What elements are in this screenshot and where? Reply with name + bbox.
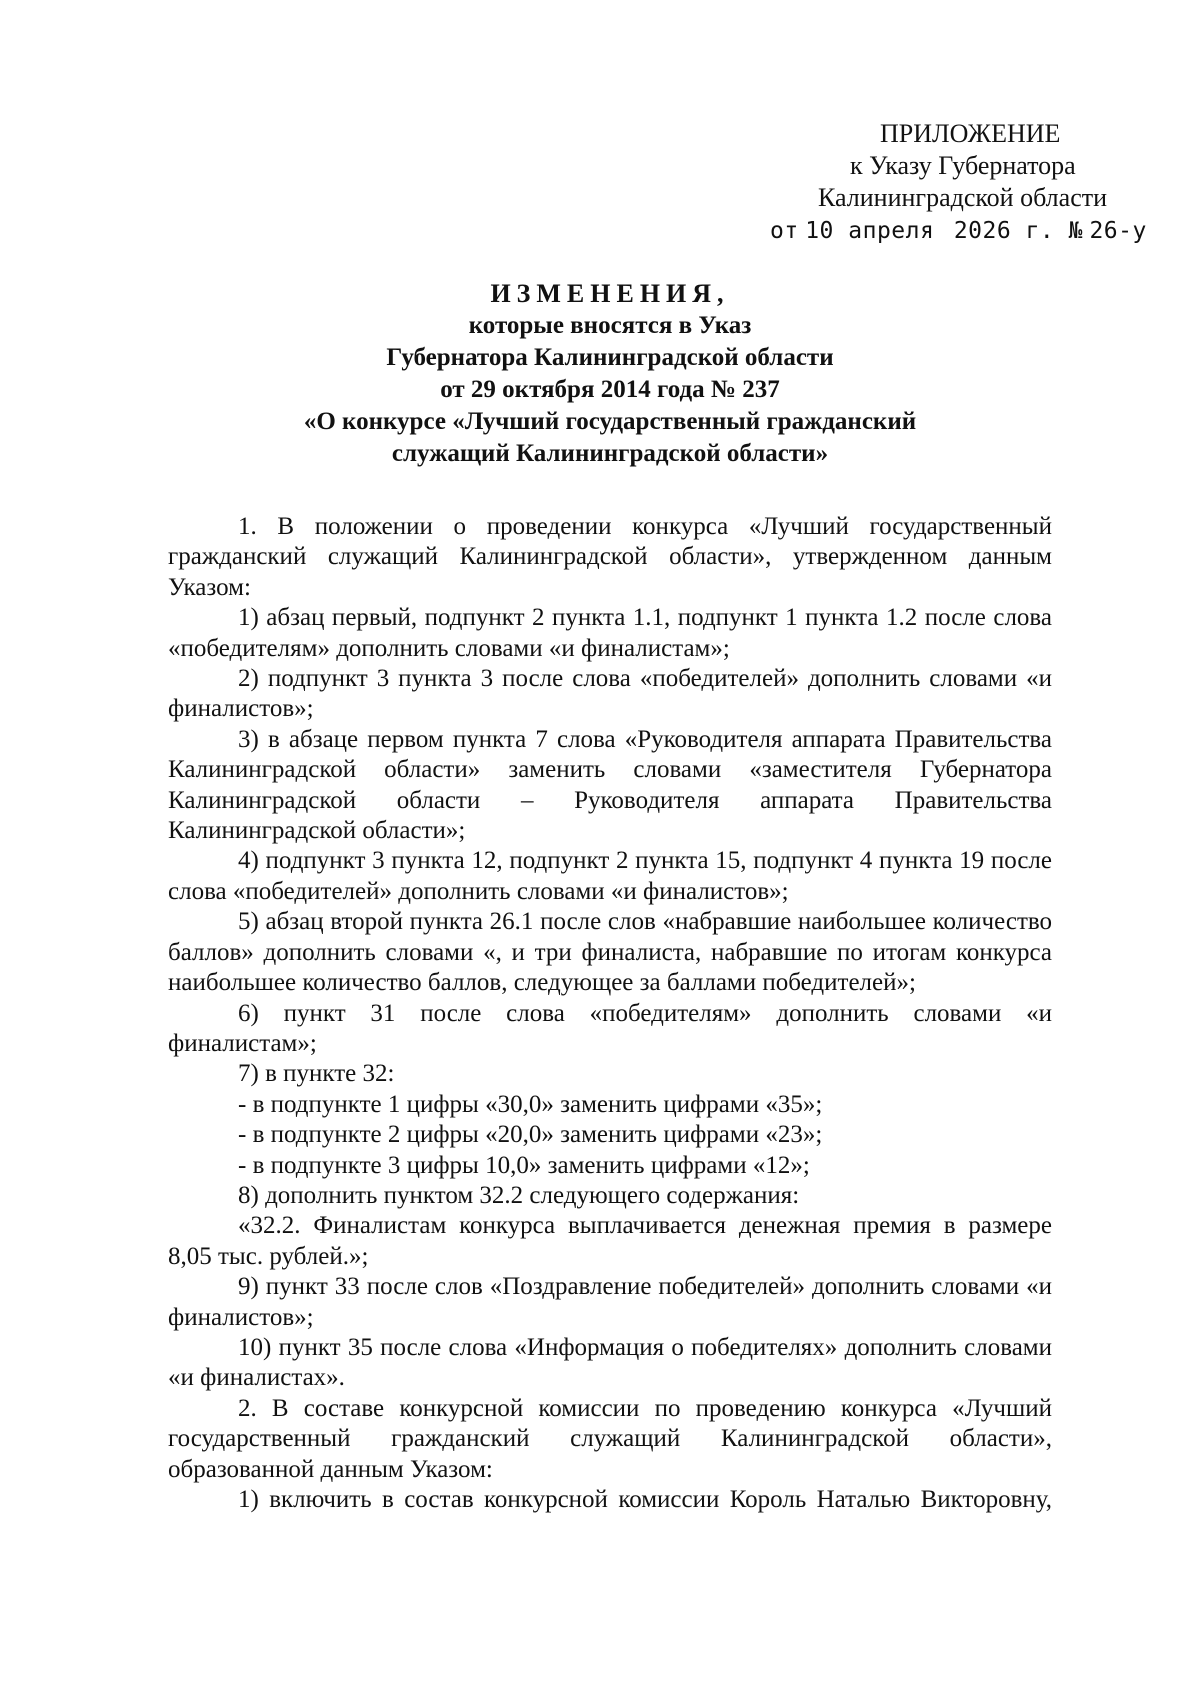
paragraph-1-7-b: - в подпункте 2 цифры «20,0» заменить цифрами «23»; — [238, 1121, 823, 1149]
heading-line-2: Губернатора Калининградской области — [386, 344, 834, 371]
heading-line-5: служащий Калининградской области» — [391, 440, 829, 467]
decree-number: 26-у — [1089, 218, 1147, 244]
heading-line-1: которые вносятся в Указ — [468, 312, 752, 339]
appendix-date-line — [770, 214, 1147, 247]
document-body — [168, 512, 1052, 1515]
paragraph-1-2: 2) подпункт 3 пункта 3 после слова «победителей» дополнить словами «и финалистов»; — [168, 665, 1052, 723]
paragraph-1-4: 4) подпункт 3 пункта 12, подпункт 2 пункта 15, подпункт 4 пункта 19 после слова «победителей» дополнить словами «и финалистов»; — [168, 847, 1052, 905]
paragraph-1-3: 3) в абзаце первом пункта 7 слова «Руководителя аппарата Правительства Калининградской области» заменить словами «заместителя Губернатора Калининградской области – Руководителя аппарата Правительства Калининградской области»; — [168, 725, 1052, 845]
paragraph-1-6: 6) пункт 31 после слова «победителям» дополнить словами «и финалистам»; — [168, 999, 1052, 1057]
date-value: 10 апреля — [805, 218, 935, 244]
paragraph-1: 1. В положении о проведении конкурса «Лучший государственный гражданский служащий Калининградской области», утвержденном данным Указом: — [168, 513, 1052, 601]
paragraph-1-8: 8) дополнить пунктом 32.2 следующего содержания: — [238, 1181, 800, 1209]
paragraph-1-7-a: - в подпункте 1 цифры «30,0» заменить цифрами «35»; — [238, 1090, 823, 1118]
paragraph-1-8-quote: «32.2. Финалистам конкурса выплачивается денежная премия в размере 8,05 тыс. рублей.»; — [168, 1212, 1052, 1270]
paragraph-1-10: 10) пункт 35 после слова «Информация о победителях» дополнить словами «и финалистах». — [168, 1333, 1052, 1392]
paragraph-1-7-c: - в подпункте 3 цифры 10,0» заменить цифрами «12»; — [238, 1151, 810, 1179]
date-year: 2026 г. № — [953, 218, 1083, 244]
heading-line-4: «О конкурсе «Лучший государственный гражданский — [303, 408, 917, 435]
paragraph-1-7: 7) в пункте 32: — [238, 1060, 395, 1088]
paragraph-2-1: 1) включить в состав конкурсной комиссии Король Наталью Викторовну, — [238, 1486, 1052, 1513]
appendix-decree-ref: к Указу Губернатора — [850, 151, 1076, 180]
appendix-region: Калининградской области — [818, 183, 1108, 212]
paragraph-1-5: 5) абзац второй пункта 26.1 после слов «набравшие наибольшее количество баллов» дополнить словами «, и три финалиста, набравшие по итогам конкурса наибольшее количество баллов, следующее за баллами победителей»; — [168, 908, 1052, 997]
heading-line-3: от 29 октября 2014 года № 237 — [440, 376, 780, 403]
document-heading — [160, 278, 1060, 470]
heading-title: ИЗМЕНЕНИЯ, — [490, 279, 730, 308]
paragraph-2: 2. В составе конкурсной комиссии по проведению конкурса «Лучший государственный гражданский служащий Калининградской области», образованной данным Указом: — [168, 1394, 1052, 1483]
appendix-title: ПРИЛОЖЕНИЕ — [880, 119, 1061, 148]
paragraph-1-1: 1) абзац первый, подпункт 2 пункта 1.1, подпункт 1 пункта 1.2 после слова «победителям» дополнить словами «и финалистам»; — [168, 604, 1052, 662]
paragraph-1-9: 9) пункт 33 после слов «Поздравление победителей» дополнить словами «и финалистов»; — [168, 1273, 1052, 1331]
date-prefix: от — [770, 218, 799, 244]
